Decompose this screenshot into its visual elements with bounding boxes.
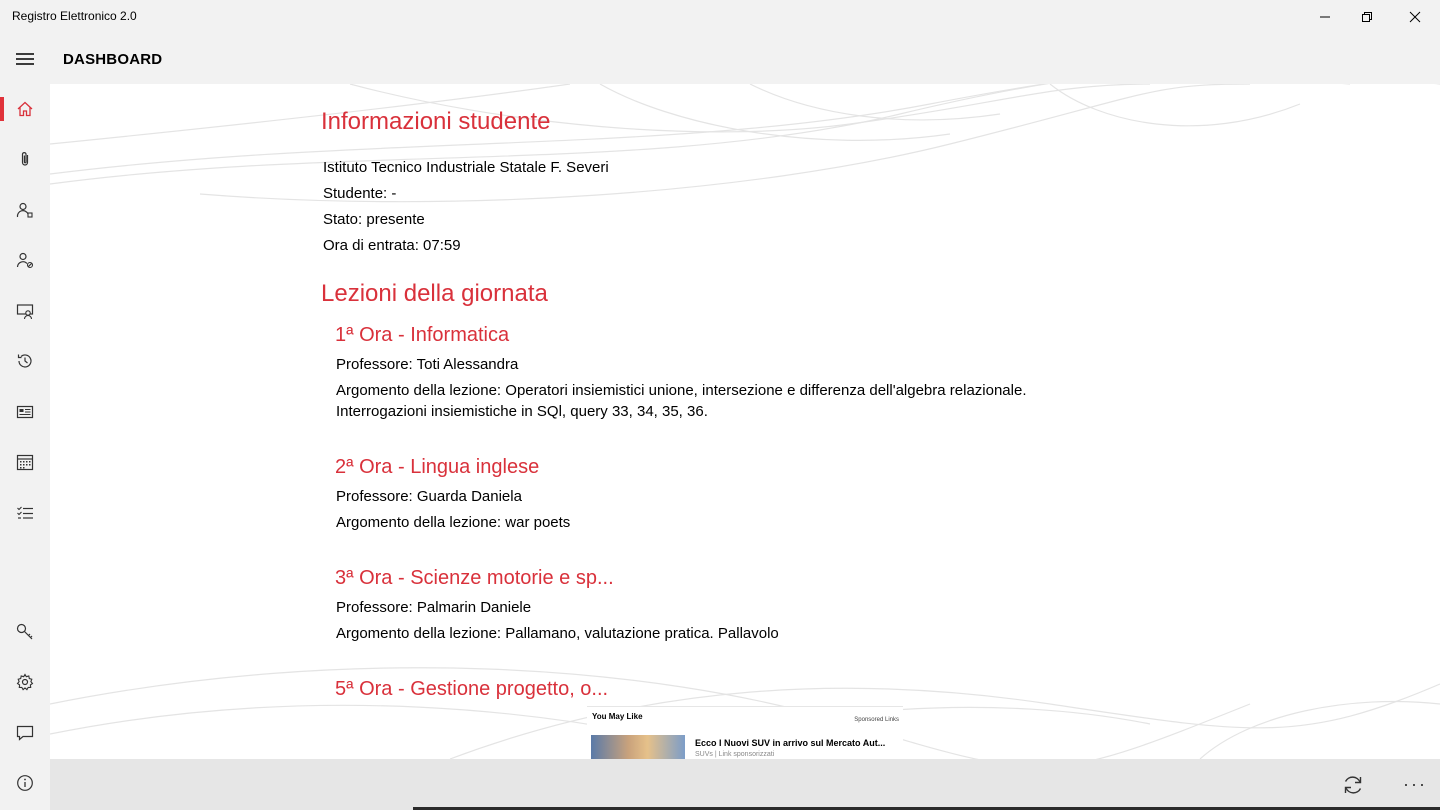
user-block-icon	[16, 251, 34, 269]
lesson-teacher: Professore: Palmarin Daniele	[336, 599, 532, 616]
more-icon: ···	[1403, 774, 1427, 794]
more-button[interactable]	[1390, 759, 1440, 810]
nav-history[interactable]	[0, 336, 50, 386]
ad-headline[interactable]: Ecco I Nuovi SUV in arrivo sul Mercato Aut...	[695, 738, 886, 748]
lesson-topic: Argomento della lezione: Pallamano, valutazione pratica. Pallavolo	[336, 625, 779, 642]
lesson-teacher: Professore: Guarda Daniela	[336, 488, 522, 505]
nav-attachments[interactable]	[0, 134, 50, 184]
chat-icon	[16, 724, 34, 742]
nav-info[interactable]	[0, 758, 50, 808]
student-name: Studente: -	[323, 185, 397, 202]
nav-users[interactable]	[0, 185, 50, 235]
ad-sponsored-label: Sponsored Links	[854, 717, 899, 723]
title-bar	[0, 0, 1440, 34]
lesson-title[interactable]: 5ª Ora - Gestione progetto, o...	[335, 678, 609, 700]
hamburger-icon	[16, 52, 34, 66]
app-header	[0, 34, 1440, 84]
page-title: DASHBOARD	[63, 51, 163, 68]
restore-icon	[1361, 11, 1373, 23]
window-title: Registro Elettronico 2.0	[12, 9, 137, 23]
dashboard-content	[50, 84, 1440, 759]
lesson-title[interactable]: 2ª Ora - Lingua inglese	[335, 456, 540, 478]
close-button[interactable]	[1392, 0, 1438, 34]
nav-notices[interactable]	[0, 387, 50, 437]
sidebar	[0, 84, 50, 810]
nav-feedback[interactable]	[0, 708, 50, 758]
lesson-topic: Argomento della lezione: war poets	[336, 514, 571, 531]
sponsored-ad[interactable]	[587, 706, 903, 759]
lesson-title[interactable]: 1ª Ora - Informatica	[335, 324, 510, 346]
nav-login[interactable]	[0, 607, 50, 657]
lesson-topic-continued: Interrogazioni insiemistiche in SQl, query 33, 34, 35, 36.	[336, 403, 708, 420]
nav-calendar[interactable]	[0, 437, 50, 487]
student-status: Stato: presente	[323, 211, 425, 228]
ad-thumbnail[interactable]	[591, 735, 685, 759]
ad-heading: You May Like	[592, 712, 643, 721]
calendar-icon	[16, 453, 34, 471]
lessons-title: Lezioni della giornata	[321, 280, 548, 307]
history-icon	[16, 352, 34, 370]
restore-button[interactable]	[1344, 0, 1390, 34]
checklist-icon	[16, 504, 34, 522]
info-icon	[16, 774, 34, 792]
nav-home[interactable]	[0, 84, 50, 134]
user-add-icon	[16, 201, 34, 219]
menu-button[interactable]	[0, 34, 50, 84]
home-icon	[16, 100, 34, 118]
gear-icon	[16, 673, 34, 691]
refresh-icon	[1341, 773, 1365, 797]
student-info-title: Informazioni studente	[321, 108, 551, 135]
lesson-topic: Argomento della lezione: Operatori insiemistici unione, intersezione e differenza dell'algebra relazionale.	[336, 382, 1027, 399]
paperclip-icon	[16, 150, 34, 168]
minimize-icon	[1319, 11, 1331, 23]
bottom-app-bar	[50, 759, 1440, 810]
presenter-icon	[16, 302, 34, 320]
key-icon	[16, 623, 34, 641]
close-icon	[1409, 11, 1421, 23]
newspaper-icon	[16, 403, 34, 421]
lesson-teacher: Professore: Toti Alessandra	[336, 356, 519, 373]
school-name: Istituto Tecnico Industriale Statale F. Severi	[323, 159, 609, 176]
refresh-button[interactable]	[1328, 759, 1378, 810]
nav-tasks[interactable]	[0, 488, 50, 538]
minimize-button[interactable]	[1302, 0, 1348, 34]
ad-source: SUVs | Link sponsorizzati	[695, 751, 775, 758]
nav-teachers[interactable]	[0, 286, 50, 336]
nav-absences[interactable]	[0, 235, 50, 285]
lesson-title[interactable]: 3ª Ora - Scienze motorie e sp...	[335, 567, 614, 589]
entry-time: Ora di entrata: 07:59	[323, 237, 461, 254]
nav-settings[interactable]	[0, 657, 50, 707]
